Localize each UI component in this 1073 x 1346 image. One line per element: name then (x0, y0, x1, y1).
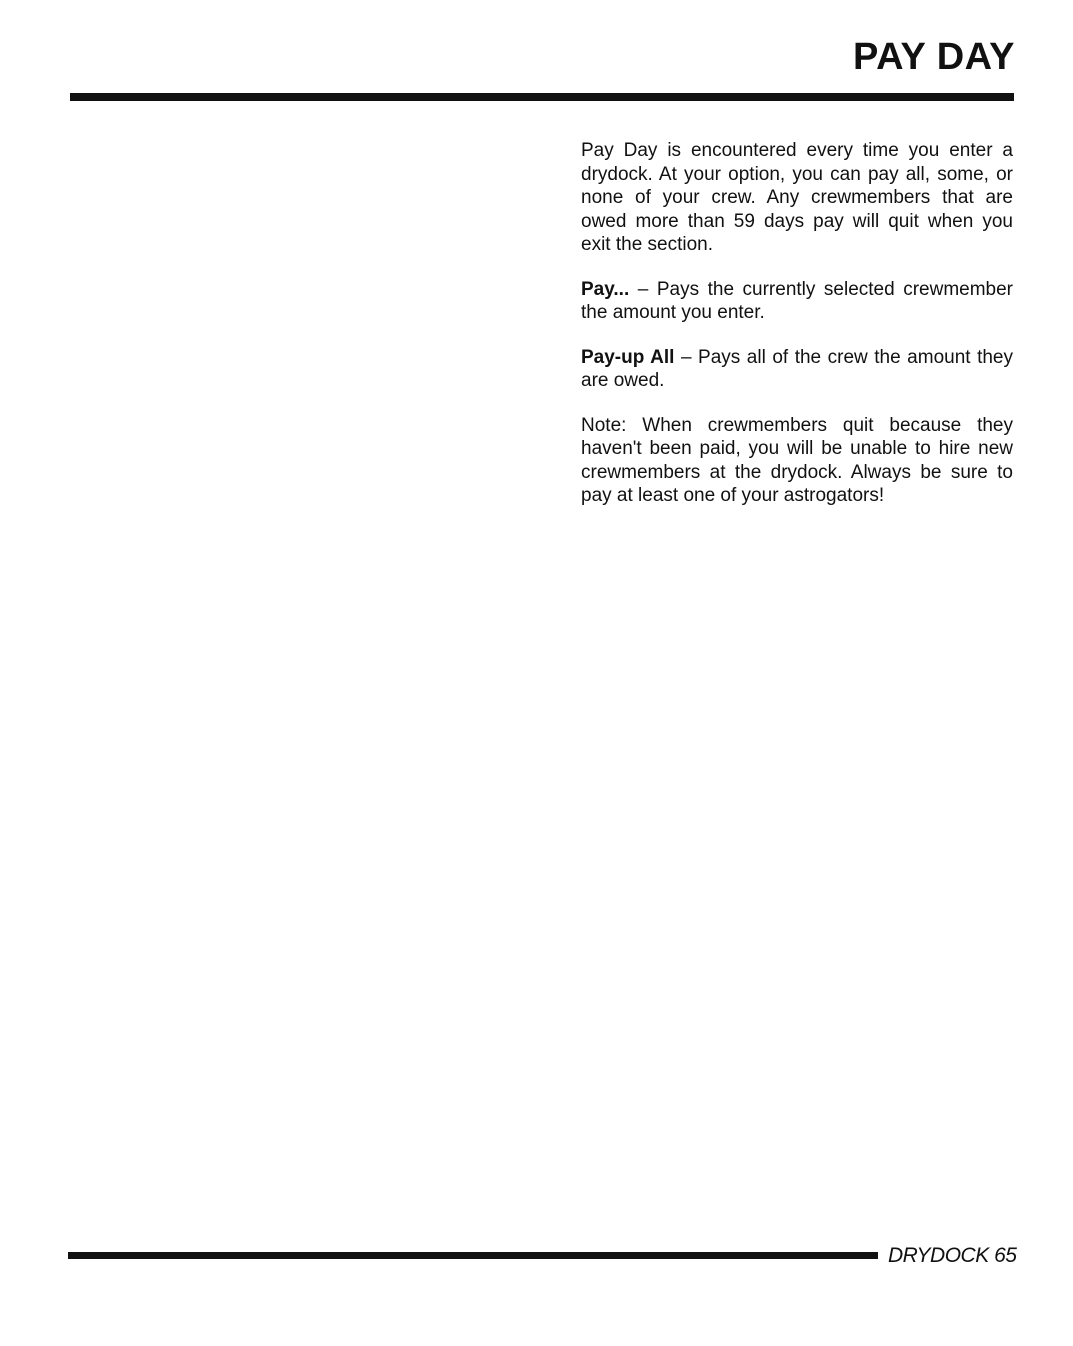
option-pay-up-all-description: – Pays all of the crew the amount they are owed. (581, 346, 1013, 391)
option-pay-up-all (581, 346, 1013, 393)
option-pay-term: Pay... (581, 278, 630, 300)
note-paragraph: Note: When crewmembers quit because they haven't been paid, you will be unable to hire new crewmembers at the drydock. Always be sure to pay at least one of your astrogators! (581, 414, 1013, 506)
header-rule (70, 93, 1014, 101)
page-title: PAY DAY (853, 36, 1015, 78)
intro-paragraph: Pay Day is encountered every time you enter a drydock. At your option, you can pay all, some, or none of your crew. Any crewmembers that are owed more than 59 days pay will quit when you exit the section. (581, 140, 1013, 255)
footer-section-page: DRYDOCK 65 (888, 1244, 1017, 1267)
option-pay-description: – Pays the currently selected crewmember the amount you enter. (581, 278, 1013, 323)
footer-rule (68, 1252, 878, 1259)
option-pay-up-all-term: Pay-up All (581, 346, 675, 368)
option-pay (581, 278, 1013, 325)
main-text-column (581, 139, 1013, 529)
